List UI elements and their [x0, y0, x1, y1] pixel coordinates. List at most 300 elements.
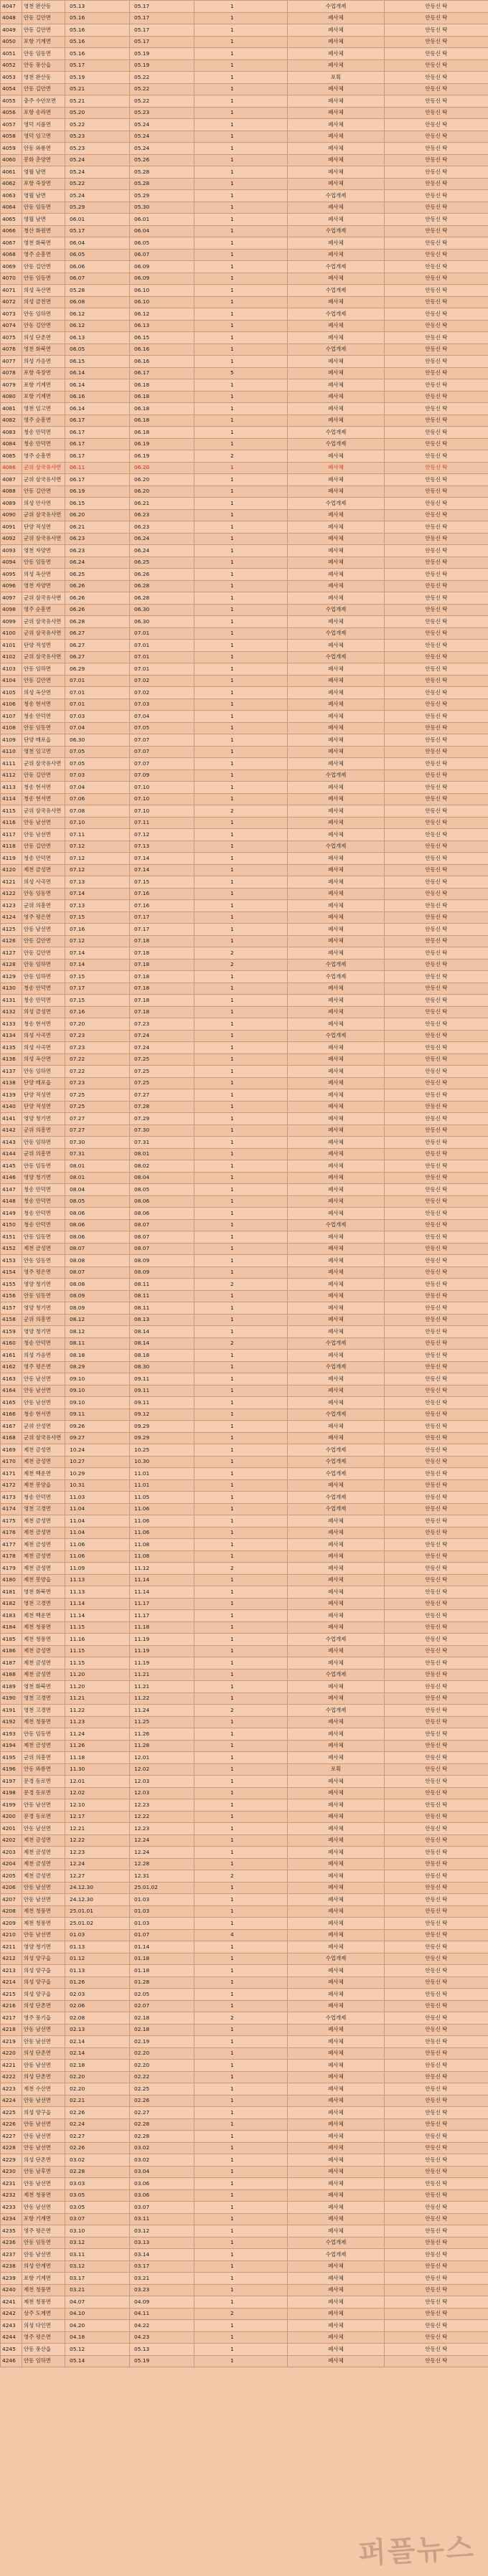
- row-registrant: 안동신 탁: [385, 2178, 488, 2190]
- row-end-date: 06.20: [130, 462, 194, 474]
- row-number: 4179: [1, 1563, 22, 1575]
- row-result: 폐사체: [288, 1905, 385, 1918]
- row-count: 1: [194, 1053, 288, 1066]
- row-number: 4192: [1, 1716, 22, 1728]
- row-number: 4176: [1, 1527, 22, 1539]
- row-end-date: 07.14: [130, 864, 194, 876]
- row-result: 폐사체: [288, 663, 385, 676]
- row-start-date: 06.17: [65, 474, 130, 486]
- row-start-date: 05.29: [65, 202, 130, 214]
- row-registrant: 안동신 탁: [385, 12, 488, 24]
- row-result: 폐사체: [288, 734, 385, 747]
- row-count: 1: [194, 1255, 288, 1267]
- row-start-date: 11.21: [65, 1692, 130, 1705]
- row-end-date: 07.04: [130, 711, 194, 723]
- row-number: 4116: [1, 817, 22, 829]
- row-end-date: 04.22: [130, 2320, 194, 2332]
- row-location: 영주 평은면: [22, 911, 65, 924]
- table-row: [1, 450, 488, 463]
- row-location: 안동 남후면: [22, 2166, 65, 2178]
- row-result: 수업개제: [288, 498, 385, 510]
- row-registrant: 안동신 탁: [385, 1006, 488, 1018]
- row-start-date: 02.21: [65, 2095, 130, 2107]
- row-location: 영천 화북면: [22, 1681, 65, 1693]
- row-end-date: 05.22: [130, 72, 194, 84]
- row-number: 4163: [1, 1373, 22, 1386]
- row-location: 안동 임하면: [22, 1137, 65, 1149]
- row-end-date: 05.30: [130, 202, 194, 214]
- row-result: 수업개제: [288, 2249, 385, 2261]
- row-registrant: 안동신 탁: [385, 2320, 488, 2332]
- row-registrant: 안동신 탁: [385, 924, 488, 936]
- row-result: 수업개제: [288, 1705, 385, 1717]
- row-end-date: 05.22: [130, 95, 194, 108]
- row-count: 1: [194, 1941, 288, 1954]
- table-row: [1, 1408, 488, 1421]
- table-row: [1, 876, 488, 889]
- table-row: [1, 687, 488, 699]
- row-end-date: 07.16: [130, 900, 194, 912]
- row-count: 1: [194, 1290, 288, 1302]
- row-count: 1: [194, 308, 288, 321]
- row-location: 안동 길안면: [22, 486, 65, 498]
- row-number: 4206: [1, 1882, 22, 1894]
- row-number: 4173: [1, 1492, 22, 1504]
- table-row: [1, 1858, 488, 1870]
- row-count: 1: [194, 1894, 288, 1906]
- row-start-date: 05.19: [65, 72, 130, 84]
- row-registrant: 안동신 탁: [385, 190, 488, 202]
- row-start-date: 05.16: [65, 24, 130, 37]
- row-start-date: 05.24: [65, 166, 130, 179]
- row-count: 1: [194, 1953, 288, 1965]
- row-count: 1: [194, 2071, 288, 2083]
- row-location: 제천 금성면: [22, 1669, 65, 1681]
- row-start-date: 07.12: [65, 935, 130, 947]
- row-number: 4152: [1, 1243, 22, 1255]
- row-location: 안동 임하면: [22, 1066, 65, 1078]
- row-location: 안동 남선면: [22, 1823, 65, 1835]
- row-registrant: 안동신 탁: [385, 805, 488, 818]
- row-number: 4155: [1, 1279, 22, 1291]
- row-registrant: 안동신 탁: [385, 1645, 488, 1657]
- row-number: 4053: [1, 72, 22, 84]
- row-number: 4070: [1, 273, 22, 285]
- row-registrant: 안동신 탁: [385, 1219, 488, 1231]
- row-registrant: 안동신 탁: [385, 1989, 488, 2001]
- row-start-date: 24.12.30: [65, 1882, 130, 1894]
- row-start-date: 03.03: [65, 2178, 130, 2190]
- row-count: 1: [194, 1208, 288, 1220]
- row-count: 1: [194, 403, 288, 415]
- row-count: 1: [194, 261, 288, 273]
- row-count: 1: [194, 1408, 288, 1421]
- row-count: 1: [194, 379, 288, 392]
- row-location: 제천 금성면: [22, 864, 65, 876]
- row-registrant: 안동신 탁: [385, 1598, 488, 1610]
- row-result: 폐사체: [288, 782, 385, 794]
- row-location: 안동 남선면: [22, 2249, 65, 2261]
- row-end-date: 06.18: [130, 391, 194, 403]
- table-row: [1, 1089, 488, 1102]
- row-number: 4194: [1, 1740, 22, 1752]
- row-result: 폐사체: [288, 367, 385, 379]
- row-number: 4161: [1, 1350, 22, 1362]
- row-count: 1: [194, 1361, 288, 1373]
- row-count: 1: [194, 1918, 288, 1930]
- row-count: 1: [194, 190, 288, 202]
- row-number: 4148: [1, 1195, 22, 1208]
- row-location: 안동 길안면: [22, 947, 65, 960]
- row-location: 포항 기계면: [22, 2213, 65, 2225]
- row-registrant: 안동신 탁: [385, 1266, 488, 1279]
- table-row: [1, 770, 488, 782]
- row-start-date: 07.15: [65, 971, 130, 983]
- row-start-date: 06.06: [65, 261, 130, 273]
- row-location: 안동 임동면: [22, 1255, 65, 1267]
- row-registrant: 안동신 탁: [385, 1444, 488, 1457]
- row-registrant: 안동신 탁: [385, 2308, 488, 2320]
- row-count: 1: [194, 711, 288, 723]
- row-number: 4186: [1, 1645, 22, 1657]
- row-registrant: 안동신 탁: [385, 982, 488, 995]
- row-end-date: 02.28: [130, 2131, 194, 2143]
- table-row: [1, 2036, 488, 2048]
- row-number: 4096: [1, 580, 22, 592]
- row-registrant: 안동신 탁: [385, 462, 488, 474]
- row-end-date: 05.17: [130, 24, 194, 37]
- row-number: 4138: [1, 1077, 22, 1089]
- table-row: [1, 2249, 488, 2261]
- table-row: [1, 1929, 488, 1941]
- row-number: 4111: [1, 758, 22, 770]
- row-count: 1: [194, 2178, 288, 2190]
- row-registrant: 안동신 탁: [385, 1574, 488, 1586]
- row-start-date: 02.03: [65, 1989, 130, 2001]
- table-row: [1, 947, 488, 960]
- row-start-date: 08.06: [65, 1231, 130, 1244]
- row-registrant: 안동신 탁: [385, 1302, 488, 1315]
- row-start-date: 11.13: [65, 1586, 130, 1599]
- row-result: 폐사체: [288, 24, 385, 37]
- row-number: 4175: [1, 1515, 22, 1528]
- row-location: 군위 의흥면: [22, 900, 65, 912]
- row-end-date: 05.24: [130, 143, 194, 155]
- row-end-date: 05.23: [130, 107, 194, 119]
- row-end-date: 11.25: [130, 1716, 194, 1728]
- table-row: [1, 805, 488, 818]
- row-registrant: 안동신 탁: [385, 2071, 488, 2083]
- table-row: [1, 1314, 488, 1326]
- row-end-date: 06.18: [130, 379, 194, 392]
- row-registrant: 안동신 탁: [385, 2047, 488, 2060]
- row-number: 4203: [1, 1847, 22, 1859]
- row-end-date: 06.15: [130, 332, 194, 344]
- row-start-date: 05.23: [65, 131, 130, 143]
- row-registrant: 안동신 탁: [385, 628, 488, 640]
- table-row: [1, 131, 488, 143]
- row-end-date: 12.24: [130, 1834, 194, 1847]
- row-number: 4181: [1, 1586, 22, 1599]
- row-start-date: 05.16: [65, 36, 130, 48]
- row-number: 4126: [1, 935, 22, 947]
- row-location: 안동 임동면: [22, 1160, 65, 1173]
- row-number: 4229: [1, 2154, 22, 2167]
- row-location: 군위 삼국유사면: [22, 805, 65, 818]
- row-count: 1: [194, 2260, 288, 2273]
- table-row: [1, 474, 488, 486]
- row-count: 1: [194, 1231, 288, 1244]
- row-end-date: 02.18: [130, 2012, 194, 2025]
- row-start-date: 07.03: [65, 770, 130, 782]
- row-start-date: 07.01: [65, 675, 130, 687]
- row-number: 4237: [1, 2249, 22, 2261]
- row-count: 1: [194, 1503, 288, 1515]
- row-count: 2: [194, 805, 288, 818]
- row-number: 4117: [1, 829, 22, 841]
- row-end-date: 07.07: [130, 758, 194, 770]
- row-location: 의성 옥산면: [22, 569, 65, 581]
- row-location: 의성 단촌면: [22, 2000, 65, 2012]
- row-result: 폐사체: [288, 2225, 385, 2238]
- row-result: 폐사체: [288, 1539, 385, 1551]
- row-registrant: 안동신 탁: [385, 1586, 488, 1599]
- row-location: 안동 임동면: [22, 722, 65, 734]
- row-number: 4218: [1, 2024, 22, 2036]
- table-row: [1, 1160, 488, 1173]
- row-count: 2: [194, 1279, 288, 1291]
- table-row: [1, 829, 488, 841]
- table-row: [1, 1385, 488, 1397]
- row-count: 1: [194, 1042, 288, 1054]
- row-location: 제천 금성면: [22, 1515, 65, 1528]
- row-location: 의성 양구읍: [22, 1976, 65, 1989]
- table-row: [1, 1255, 488, 1267]
- row-result: 폐사체: [288, 1184, 385, 1196]
- row-registrant: 안동신 탁: [385, 2237, 488, 2249]
- row-count: 1: [194, 1492, 288, 1504]
- row-result: 수업개제: [288, 1634, 385, 1646]
- row-count: 1: [194, 1195, 288, 1208]
- row-location: 영천 고경면: [22, 1598, 65, 1610]
- row-location: 안동 남선면: [22, 1397, 65, 1409]
- row-location: 안동 남선면: [22, 817, 65, 829]
- row-start-date: 06.05: [65, 249, 130, 261]
- row-number: 4104: [1, 675, 22, 687]
- row-result: 폐사체: [288, 853, 385, 865]
- row-number: 4172: [1, 1479, 22, 1492]
- row-number: 4191: [1, 1705, 22, 1717]
- row-start-date: 11.06: [65, 1550, 130, 1563]
- row-registrant: 안동신 탁: [385, 545, 488, 557]
- row-end-date: 08.11: [130, 1279, 194, 1291]
- row-start-date: 07.12: [65, 864, 130, 876]
- row-start-date: 11.15: [65, 1645, 130, 1657]
- row-registrant: 안동신 탁: [385, 202, 488, 214]
- row-end-date: 06.16: [130, 356, 194, 368]
- row-start-date: 02.26: [65, 2142, 130, 2154]
- row-start-date: 06.24: [65, 557, 130, 569]
- row-location: 안동 남선면: [22, 2202, 65, 2214]
- row-location: 단양 적성면: [22, 640, 65, 652]
- row-result: 수업개제: [288, 628, 385, 640]
- row-result: 폐사체: [288, 947, 385, 960]
- row-result: 폐사체: [288, 1574, 385, 1586]
- table-row: [1, 178, 488, 190]
- row-result: 폐사체: [288, 2178, 385, 2190]
- row-count: 1: [194, 2225, 288, 2238]
- row-location: 제천 청풍면: [22, 2284, 65, 2296]
- row-location: 의성 양구읍: [22, 1953, 65, 1965]
- row-number: 4125: [1, 924, 22, 936]
- row-result: 폐사체: [288, 1740, 385, 1752]
- row-end-date: 06.09: [130, 273, 194, 285]
- row-result: 폐사체: [288, 1018, 385, 1031]
- row-start-date: 07.14: [65, 888, 130, 900]
- row-location: 안동 임동면: [22, 1231, 65, 1244]
- row-start-date: 05.17: [65, 60, 130, 72]
- row-number: 4078: [1, 367, 22, 379]
- row-count: 1: [194, 438, 288, 450]
- row-location: 영천 화북면: [22, 237, 65, 250]
- row-location: 군위 삼국유사면: [22, 651, 65, 663]
- row-result: 폐사체: [288, 1929, 385, 1941]
- row-result: 폐사체: [288, 1279, 385, 1291]
- row-location: 안동 길안면: [22, 12, 65, 24]
- row-number: 4215: [1, 1989, 22, 2001]
- row-start-date: 04.07: [65, 2296, 130, 2309]
- row-number: 4211: [1, 1941, 22, 1954]
- table-row: [1, 628, 488, 640]
- row-number: 4168: [1, 1432, 22, 1444]
- table-row: [1, 2118, 488, 2131]
- row-count: 1: [194, 1101, 288, 1113]
- row-count: 1: [194, 1692, 288, 1705]
- row-result: 폐사체: [288, 1373, 385, 1386]
- row-count: 1: [194, 1479, 288, 1492]
- row-start-date: 11.23: [65, 1716, 130, 1728]
- table-row: [1, 83, 488, 95]
- table-row: [1, 1279, 488, 1291]
- row-end-date: 06.05: [130, 237, 194, 250]
- row-end-date: 05.24: [130, 119, 194, 131]
- row-count: 1: [194, 628, 288, 640]
- row-registrant: 안동신 탁: [385, 1421, 488, 1433]
- table-row: [1, 1077, 488, 1089]
- row-result: 폐사체: [288, 557, 385, 569]
- table-row: [1, 1598, 488, 1610]
- row-end-date: 08.14: [130, 1337, 194, 1350]
- row-end-date: 03.06: [130, 2189, 194, 2202]
- row-registrant: 안동신 탁: [385, 569, 488, 581]
- row-location: 영주 평은면: [22, 2331, 65, 2344]
- row-location: 영천 고경면: [22, 1692, 65, 1705]
- row-registrant: 안동신 탁: [385, 1468, 488, 1480]
- row-location: 제천 금성면: [22, 1550, 65, 1563]
- row-registrant: 안동신 탁: [385, 320, 488, 332]
- row-start-date: 11.16: [65, 1634, 130, 1646]
- row-location: 제천 금성면: [22, 1870, 65, 1883]
- row-result: 폐사체: [288, 2107, 385, 2119]
- row-end-date: 06.12: [130, 308, 194, 321]
- row-number: 4188: [1, 1669, 22, 1681]
- row-number: 4144: [1, 1148, 22, 1160]
- row-location: 영주 평은면: [22, 1266, 65, 1279]
- row-end-date: 07.25: [130, 1066, 194, 1078]
- row-count: 1: [194, 1657, 288, 1670]
- row-number: 4080: [1, 391, 22, 403]
- row-number: 4071: [1, 285, 22, 297]
- row-start-date: 11.22: [65, 1705, 130, 1717]
- row-count: 1: [194, 1669, 288, 1681]
- table-row: [1, 1373, 488, 1386]
- row-result: 폐사체: [288, 154, 385, 166]
- row-number: 4069: [1, 261, 22, 273]
- row-result: 폐사체: [288, 521, 385, 534]
- row-end-date: 07.13: [130, 840, 194, 853]
- row-number: 4220: [1, 2047, 22, 2060]
- row-end-date: 09.12: [130, 1408, 194, 1421]
- row-count: 1: [194, 1550, 288, 1563]
- row-result: 폐사체: [288, 2213, 385, 2225]
- row-end-date: 07.05: [130, 722, 194, 734]
- row-result: 폐사체: [288, 1290, 385, 1302]
- row-result: 폐사체: [288, 829, 385, 841]
- table-row: [1, 911, 488, 924]
- row-count: 1: [194, 604, 288, 616]
- row-count: 1: [194, 332, 288, 344]
- row-location: 제천 금성면: [22, 1834, 65, 1847]
- row-number: 4087: [1, 474, 22, 486]
- row-location: 제천 금성면: [22, 1858, 65, 1870]
- row-location: 안동 길안면: [22, 675, 65, 687]
- table-row: [1, 344, 488, 356]
- row-location: 의성 다인면: [22, 2320, 65, 2332]
- table-row: [1, 190, 488, 202]
- row-count: 1: [194, 1811, 288, 1823]
- row-registrant: 안동신 탁: [385, 2142, 488, 2154]
- table-row: [1, 675, 488, 687]
- row-count: 1: [194, 640, 288, 652]
- row-number: 4047: [1, 1, 22, 13]
- row-result: 폐사체: [288, 1421, 385, 1433]
- row-end-date: 06.23: [130, 509, 194, 521]
- table-row: [1, 2308, 488, 2320]
- row-location: 군위 삼국유사면: [22, 628, 65, 640]
- row-location: 안동 임동면: [22, 2237, 65, 2249]
- row-count: 1: [194, 1373, 288, 1386]
- row-number: 4241: [1, 2296, 22, 2309]
- row-location: 안동 임동면: [22, 202, 65, 214]
- row-number: 4094: [1, 557, 22, 569]
- row-location: 제천 청풍면: [22, 1918, 65, 1930]
- row-count: 1: [194, 746, 288, 758]
- row-start-date: 02.14: [65, 2047, 130, 2060]
- row-number: 4183: [1, 1610, 22, 1622]
- row-registrant: 안동신 탁: [385, 1515, 488, 1528]
- table-row: [1, 888, 488, 900]
- row-count: 1: [194, 48, 288, 60]
- row-registrant: 안동신 탁: [385, 1681, 488, 1693]
- row-start-date: 11.18: [65, 1752, 130, 1764]
- row-start-date: 07.12: [65, 853, 130, 865]
- row-number: 4090: [1, 509, 22, 521]
- table-row: [1, 995, 488, 1007]
- row-location: 청송 현서면: [22, 793, 65, 805]
- row-start-date: 01.13: [65, 1965, 130, 1977]
- row-result: 폐사체: [288, 1965, 385, 1977]
- row-registrant: 안동신 탁: [385, 225, 488, 237]
